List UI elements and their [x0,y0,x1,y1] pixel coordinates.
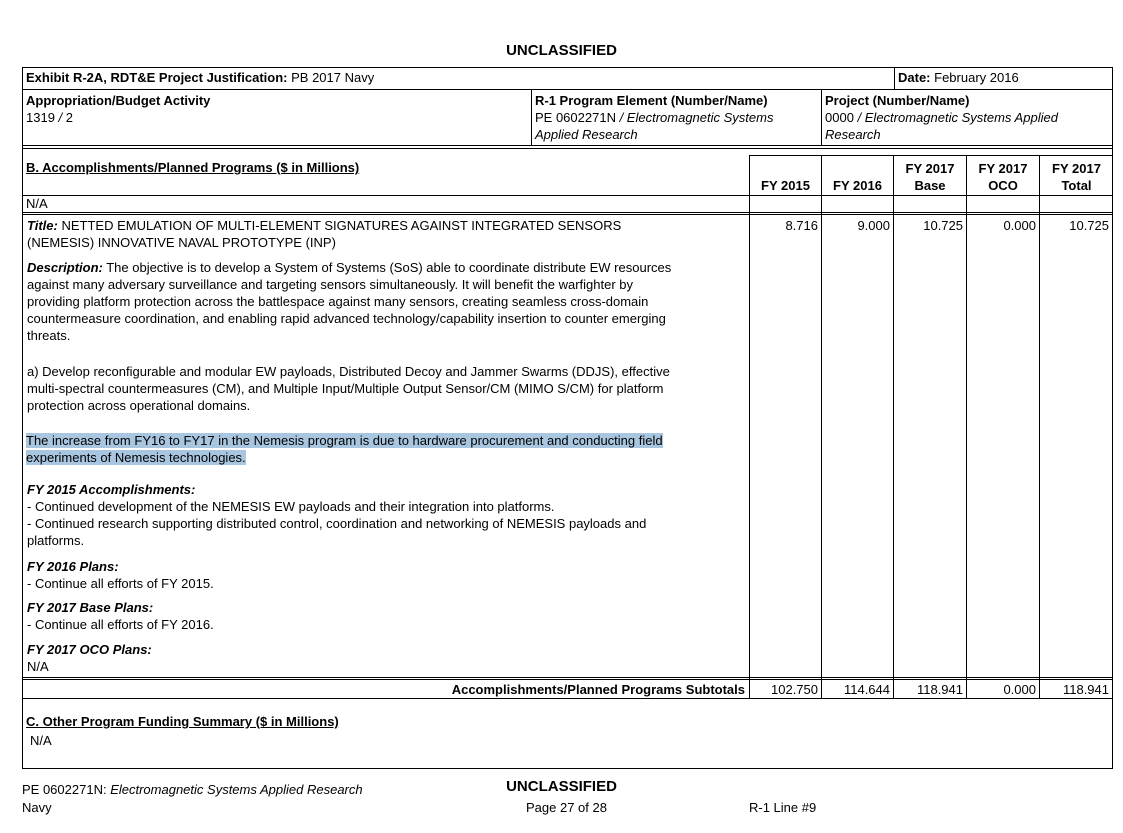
col-header-fy2016: FY 2016 [833,178,882,193]
divider [22,214,1113,215]
divider [531,89,532,145]
divider [22,212,1113,213]
value-fy2016: 9.000 [857,218,890,233]
section-c-heading: C. Other Program Funding Summary ($ in Millions) [26,714,339,729]
divider [894,67,895,89]
fy2015-accomplishments: FY 2015 Accomplishments: - Continued development of the NEMESIS EW payloads and their integration into platforms. - Continued research supporting distributed control, coordination and networking of NEMESIS payloads and platforms. [27,482,647,548]
divider [22,195,1113,196]
divider [821,155,822,698]
divider [749,155,750,698]
description: Description: The objective is to develop a System of Systems (SoS) able to coordinate distribute EW resources against many adversary surveillance and targeting sensors simultaneously. It will benefit the warfighter by providing platform protection across the battlespace against many sensors, creating seamless cross-domain countermeasure coordination, and enabling rapid advanced technology/capability insertion to counter emerging threats. [27,260,672,343]
col-header-fy2017-total: FY 2017 Total [1052,161,1101,193]
subtotal-fy2017-base: 118.941 [916,682,963,697]
exhibit-date: Date: February 2016 [898,70,1019,85]
fy2017-oco-plans: FY 2017 OCO Plans: N/A [27,642,152,674]
value-fy2017-base: 10.725 [923,218,963,233]
subtotal-label: Accomplishments/Planned Programs Subtotals [451,682,745,697]
divider [22,148,1113,149]
divider [22,677,1113,678]
na-row: N/A [26,196,48,211]
subtotal-fy2017-oco: 0.000 [1003,682,1036,697]
col-header-fy2017-oco: FY 2017 OCO [978,161,1028,193]
program-title: Title: NETTED EMULATION OF MULTI-ELEMENT SIGNATURES AGAINST INTEGRATED SENSORS (NEMESIS) INNOVATIVE NAVAL PROTOTYPE (INP) [27,218,622,250]
classification-footer: UNCLASSIFIED [506,778,617,795]
increase-note[interactable]: The increase from FY16 to FY17 in the Nemesis program is due to hardware procurement and conducting field experiments of Nemesis technologies. [26,433,663,465]
r1-line: R-1 Line #9 [749,800,817,815]
appropriation-block: Appropriation/Budget Activity 1319 / 2 [26,93,211,125]
value-fy2017-total: 10.725 [1069,218,1109,233]
divider [22,698,1113,699]
fy2016-plans: FY 2016 Plans: - Continue all efforts of FY 2015. [27,559,214,591]
project-block: Project (Number/Name) 0000 / Electromagnetic Systems Applied Research [825,93,1058,142]
section-c-value: N/A [30,733,52,748]
divider [966,155,967,698]
subtotal-fy2017-total: 118.941 [1062,682,1109,697]
divider [22,89,1113,90]
section-b-heading: B. Accomplishments/Planned Programs ($ in Millions) [26,160,360,175]
value-fy2015: 8.716 [785,218,818,233]
divider [821,89,822,145]
divider [22,679,1113,680]
divider [893,155,894,698]
subtotal-fy2015: 102.750 [771,682,818,697]
fy2017-base-plans: FY 2017 Base Plans: - Continue all efforts of FY 2016. [27,600,214,632]
divider [22,145,1113,146]
program-element-block: R-1 Program Element (Number/Name) PE 0602271N / Electromagnetic Systems Applied Research [535,93,774,142]
classification-header: UNCLASSIFIED [506,42,617,59]
value-fy2017-oco: 0.000 [1003,218,1036,233]
col-header-fy2015: FY 2015 [761,178,810,193]
divider [749,155,1113,156]
page-number: Page 27 of 28 [526,800,607,815]
paragraph-a: a) Develop reconfigurable and modular EW payloads, Distributed Decoy and Jammer Swarms (DDJS), effective multi-spectral countermeasures (CM), and Multiple Input/Multiple Output Sensor/CM (MIMO S/CM) for platform protection across operational domains. [27,364,670,413]
footer-service: Navy [22,800,52,815]
col-header-fy2017-base: FY 2017 Base [905,161,955,193]
subtotal-fy2016: 114.644 [843,682,890,697]
exhibit-title: Exhibit R-2A, RDT&E Project Justification: PB 2017 Navy [26,70,375,85]
divider [1039,155,1040,698]
footer-pe: PE 0602271N: Electromagnetic Systems Applied Research [22,782,363,797]
